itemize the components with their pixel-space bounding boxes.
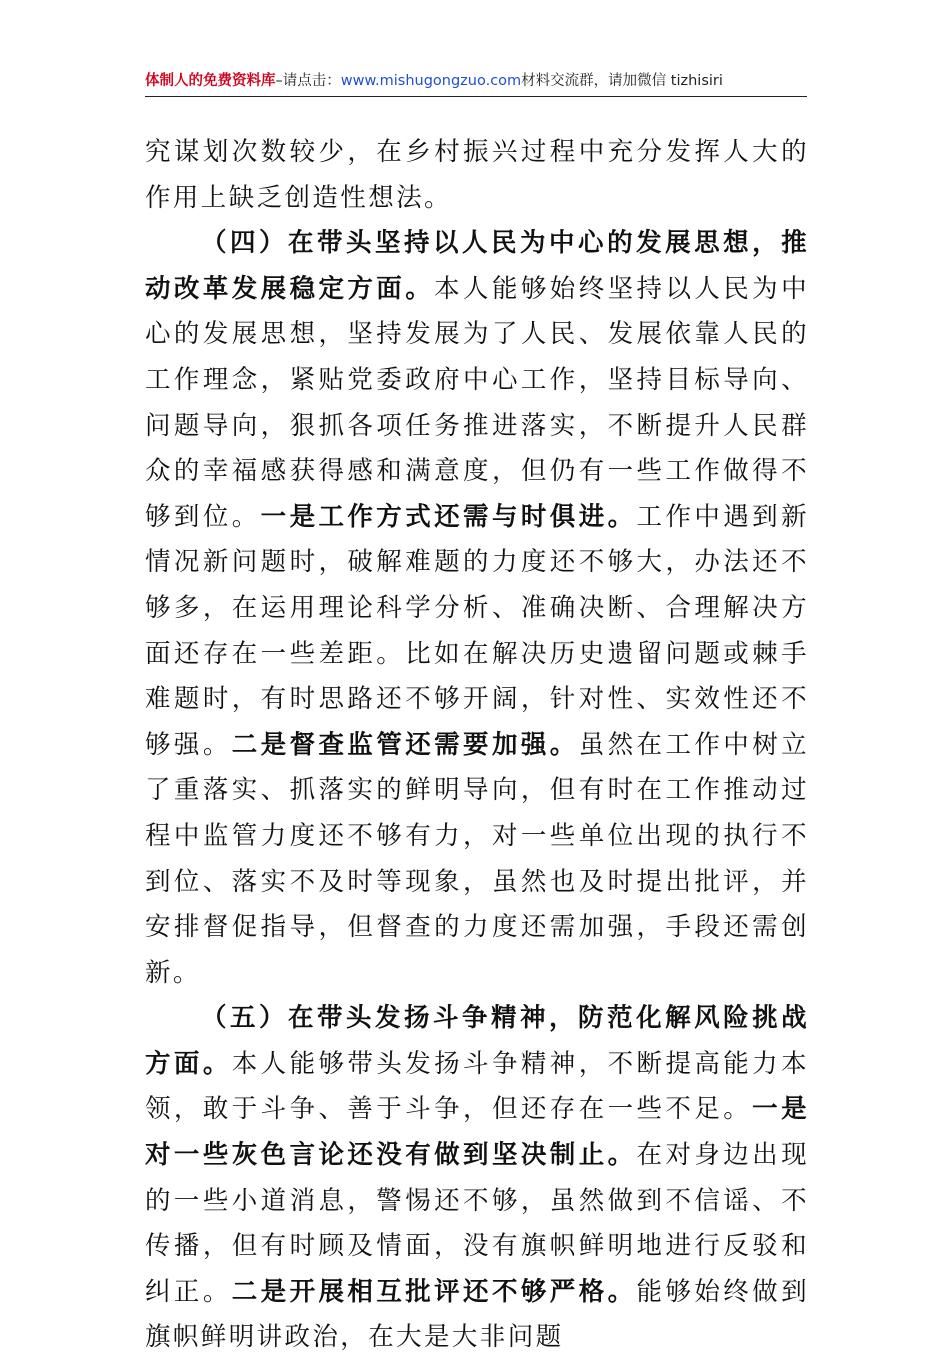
text-segment: 工作中遇到新情况新问题时，破解难题的力度还不够大，办法还不够多，在运用理论科学分析、准确决断、合理解决方面还存在一些差距。比如在解决历史遗留问题或棘手难题时，有时思路还不够开阔，针对性、实效性还不够强。 (145, 501, 809, 760)
paragraph-section-five (145, 996, 809, 1361)
paragraph-section-four (145, 221, 809, 996)
text-segment: 究谋划次数较少，在乡村振兴过程中充分发挥人大的作用上缺乏创造性想法。 (145, 137, 809, 213)
text-segment: 在对身边出现的一些小道消息，警惕还不够，虽然做到不信谣、不传播，但有时顾及情面，没有旗帜鲜明地进行反驳和纠正。 (145, 1140, 809, 1307)
document-body (145, 130, 809, 1361)
point-heading: 一是工作方式还需与时俱进。 (260, 501, 637, 532)
page-header (145, 68, 807, 97)
text-segment: 本人能够带头发扬斗争精神，不断提高能力本领，敢于斗争、善于斗争，但还存在一些不足。 (145, 1048, 809, 1125)
header-brand: 体制人的免费资料库 (145, 73, 276, 89)
header-url-link[interactable]: www.mishugongzuo.com (340, 73, 522, 89)
section-heading: （四）在带头坚持以人民为中心的发展思想，推动改革发展稳定方面。 (145, 228, 809, 304)
paragraph-continuation (145, 130, 809, 221)
point-heading: 二是督查监管还需要加强。 (231, 729, 579, 760)
section-heading: （五）在带头发扬斗争精神，防范化解风险挑战方面。 (145, 1003, 809, 1079)
point-heading: 二是开展相互批评还不够严格。 (231, 1276, 637, 1307)
header-suffix: 材料交流群，请加微信 tizhisiri (521, 73, 723, 89)
text-segment: 能够始终做到旗帜鲜明讲政治，在大是大非问题 (145, 1276, 809, 1353)
point-heading: 一是对一些灰色言论还没有做到坚决制止。 (145, 1094, 809, 1171)
text-segment: 虽然在工作中树立了重落实、抓落实的鲜明导向，但有时在工作推动过程中监管力度还不够有力，对一些单位出现的执行不到位、落实不及时等现象，虽然也及时提出批评，并安排督促指导，但督查的力度还需加强，手段还需创新。 (145, 729, 810, 988)
text-segment: 本人能够始终坚持以人民为中心的发展思想，坚持发展为了人民、发展依靠人民的工作理念，紧贴党委政府中心工作，坚持目标导向、问题导向，狠抓各项任务推进落实，不断提升人民群众的幸福感获得感和满意度，但仍有一些工作做得不够到位。 (145, 273, 809, 532)
header-prefix: –请点击： (275, 73, 341, 89)
